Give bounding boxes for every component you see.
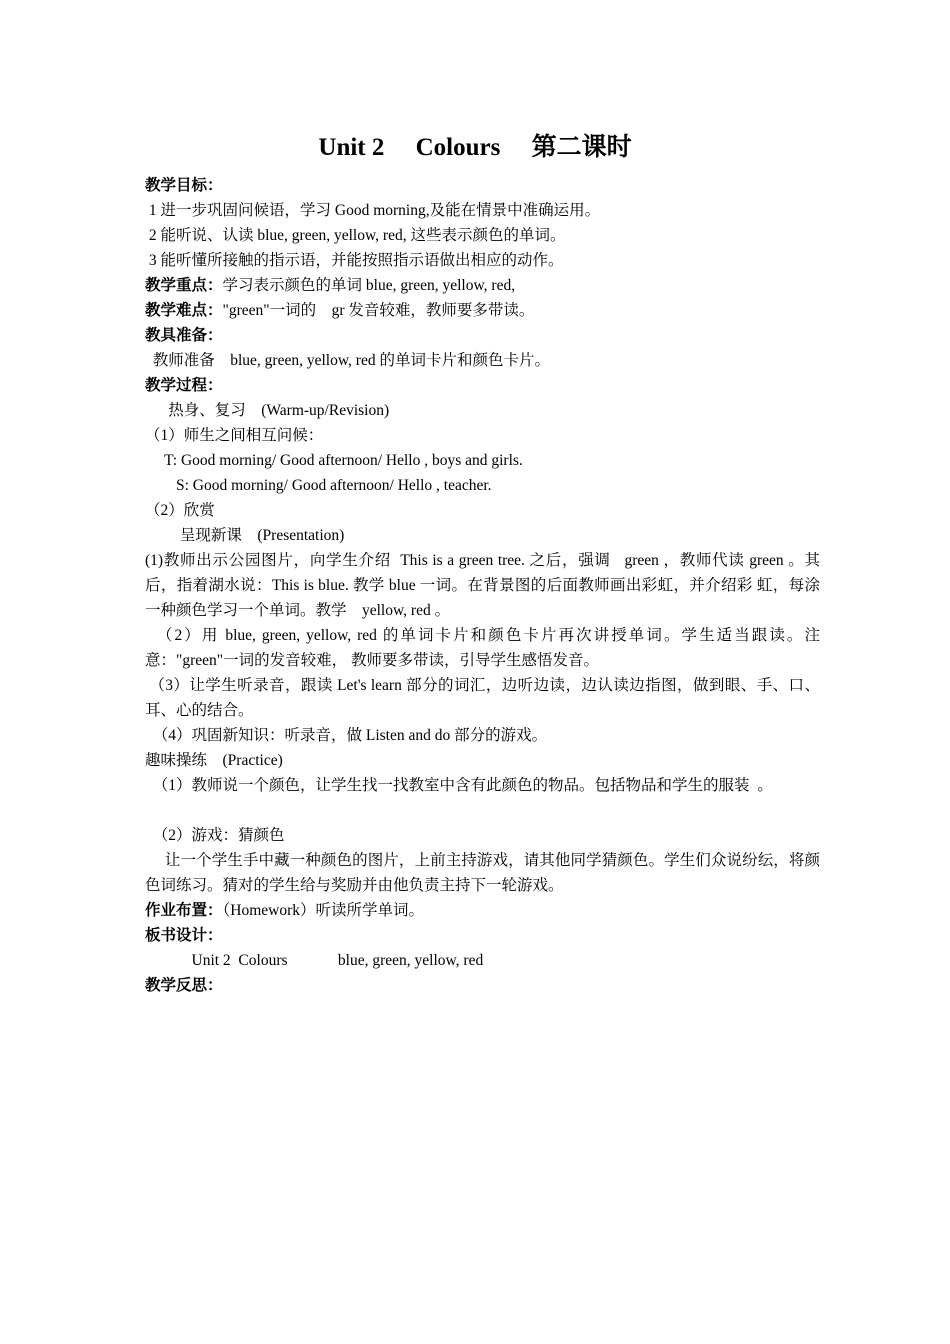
warmup-step-2: （2）欣赏	[145, 502, 215, 519]
board-text: Unit 2 Colours blue, green, yellow, red	[145, 952, 484, 969]
key-point-line	[145, 273, 820, 298]
presentation-step-4: （4）巩固新知识：听录音，做 Listen and do 部分的游戏。	[145, 727, 548, 744]
warmup-title: 热身、复习 (Warm-up/Revision)	[145, 402, 390, 419]
practice-step-2: （2）游戏：猜颜色	[145, 827, 285, 844]
presentation-step-3: （3）让学生听录音，跟读 Let's learn 部分的词汇，边听边读，边认读边指图，做到眼、手、口、耳、心的结合。	[145, 677, 820, 719]
difficulty-label: 教学难点：	[145, 302, 223, 319]
document-title: Unit 2 Colours 第二课时	[318, 134, 632, 161]
key-point-label: 教学重点：	[145, 277, 223, 294]
practice-title: 趣味操练 (Practice)	[145, 752, 283, 769]
homework-text: （Homework）听读所学单词。	[222, 902, 425, 919]
objectives-heading: 教学目标：	[145, 177, 223, 194]
homework-label: 作业布置：	[145, 902, 223, 919]
homework-line	[145, 898, 820, 923]
blank-line	[145, 798, 820, 823]
warmup-student-line: S: Good morning/ Good afternoon/ Hello , teacher.	[145, 477, 492, 494]
board-heading: 板书设计：	[145, 927, 223, 944]
materials-text: 教师准备 blue, green, yellow, red 的单词卡片和颜色卡片。	[145, 352, 550, 369]
objective-item-3: 3 能听懂所接触的指示语，并能按照指示语做出相应的动作。	[145, 252, 564, 269]
presentation-title: 呈现新课 (Presentation)	[145, 527, 345, 544]
difficulty-text: "green"一词的 gr 发音较难，教师要多带读。	[222, 302, 535, 319]
objective-item-1: 1 进一步巩固问候语，学习 Good morning,及能在情景中准确运用。	[145, 202, 601, 219]
objective-item-2: 2 能听说、认读 blue, green, yellow, red, 这些表示颜色的单词。	[145, 227, 566, 244]
key-point-text: 学习表示颜色的单词 blue, green, yellow, red,	[222, 277, 516, 294]
practice-step-1: （1）教师说一个颜色，让学生找一找教室中含有此颜色的物品。包括物品和学生的服装 。	[145, 777, 773, 794]
presentation-step-1: (1)教师出示公园图片，向学生介绍 This is a green tree. 之后，强调 green ，教师代读 green 。其后，指着湖水说：This is blue. 教学 blue 一词。在背景图的后面教师画出彩虹，并介绍彩 虹，每涂一种颜色学习一个单词。教学 yellow, red 。	[145, 552, 820, 619]
materials-heading: 教具准备：	[145, 327, 223, 344]
warmup-step-1: （1）师生之间相互问候：	[145, 427, 324, 444]
warmup-teacher-line: T: Good morning/ Good afternoon/ Hello , boys and girls.	[145, 452, 523, 469]
reflection-heading: 教学反思：	[145, 977, 223, 994]
presentation-step-2: （2）用 blue, green, yellow, red 的单词卡片和颜色卡片再次讲授单词。学生适当跟读。注意："green"一词的发音较难， 教师要多带读，引导学生感悟发音。	[145, 627, 820, 669]
practice-step-2-text: 让一个学生手中藏一种颜色的图片，上前主持游戏，请其他同学猜颜色。学生们众说纷纭，将颜色词练习。猜对的学生给与奖励并由他负责主持下一轮游戏。	[145, 852, 821, 894]
process-heading: 教学过程：	[145, 377, 223, 394]
difficulty-line	[145, 298, 820, 323]
document-body	[145, 173, 820, 998]
